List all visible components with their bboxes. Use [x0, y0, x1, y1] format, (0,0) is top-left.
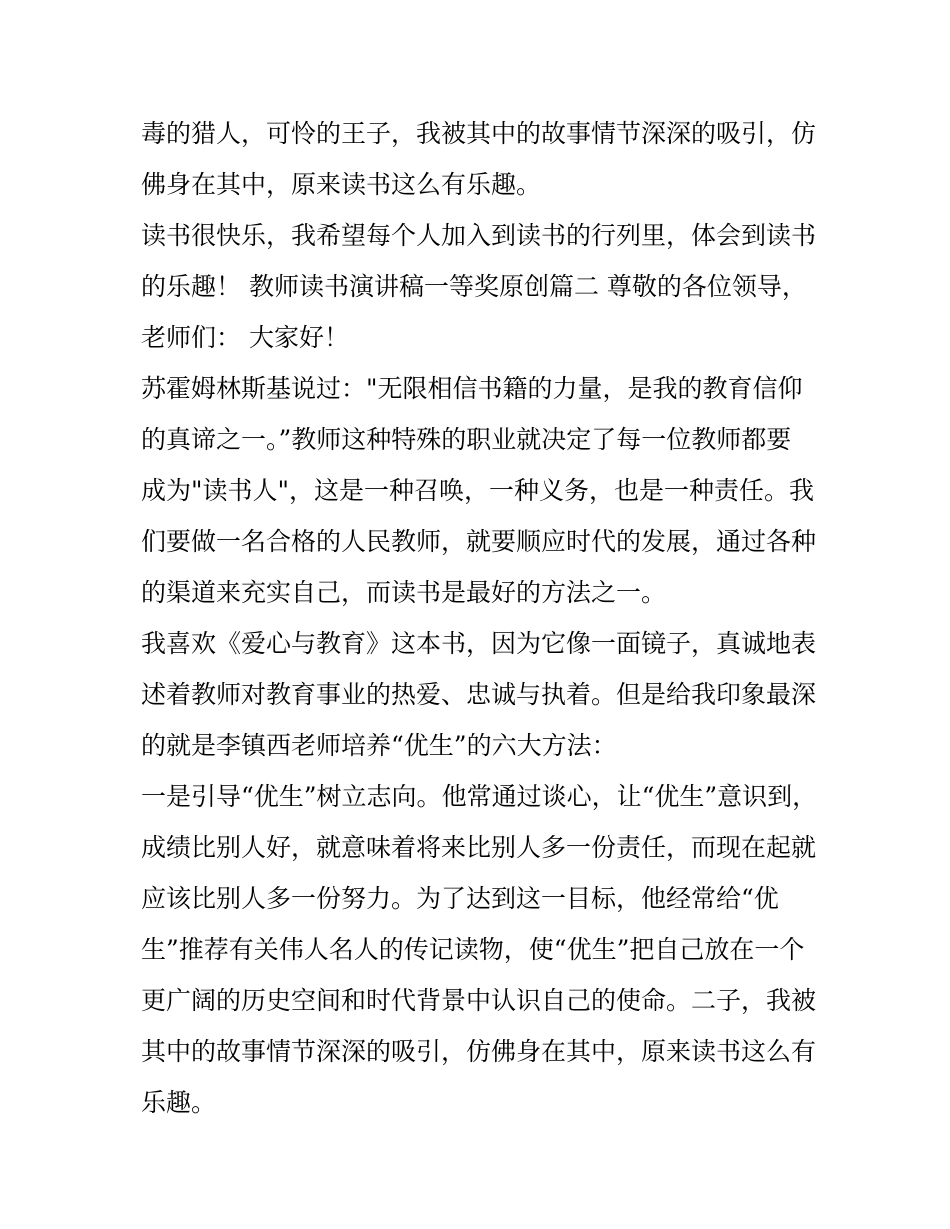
text-line: 成为"读书人"，这是一种召唤，一种义务，也是一种责任。我	[141, 476, 815, 505]
text-line: 一是引导“优生”树立志向。他常通过谈心，让“优生”意识到，	[141, 782, 818, 811]
text-line: 毒的猎人，可怜的王子，我被其中的故事情节深深的吸引，仿	[141, 119, 817, 148]
text-line: 的真谛之一。”教师这种特殊的职业就决定了每一位教师都要	[141, 425, 792, 454]
text-line: 我喜欢《爱心与教育》这本书，因为它像一面镜子，真诚地表	[141, 629, 817, 658]
text-line: 的渠道来充实自己，而读书是最好的方法之一。	[141, 578, 667, 607]
text-line: 应该比别人多一份努力。为了达到这一目标，他经常给“优	[141, 884, 779, 913]
text-line: 老师们： 大家好！	[141, 323, 349, 352]
text-line: 成绩比别人好，就意味着将来比别人多一份责任，而现在起就	[141, 833, 817, 862]
text-line: 述着教师对教育事业的热爱、忠诚与执着。但是给我印象最深	[141, 680, 817, 709]
text-line: 的乐趣！ 教师读书演讲稿一等奖原创篇二 尊敬的各位领导，	[141, 272, 807, 301]
text-line: 其中的故事情节深深的吸引，仿佛身在其中，原来读书这么有	[141, 1037, 817, 1066]
text-line: 生”推荐有关伟人名人的传记读物，使“优生”把自己放在一个	[141, 935, 805, 964]
text-line: 读书很快乐，我希望每个人加入到读书的行列里，体会到读书	[141, 221, 817, 250]
text-line: 苏霍姆林斯基说过："无限相信书籍的力量，是我的教育信仰	[141, 374, 803, 403]
text-line: 们要做一名合格的人民教师，就要顺应时代的发展，通过各种	[141, 527, 817, 556]
body-text	[141, 108, 821, 1128]
text-line: 的就是李镇西老师培养“优生”的六大方法：	[141, 731, 617, 760]
text-line: 乐趣。	[141, 1088, 217, 1117]
text-line: 佛身在其中，原来读书这么有乐趣。	[141, 170, 542, 199]
text-line: 更广阔的历史空间和时代背景中认识自己的使命。二子，我被	[141, 986, 817, 1015]
